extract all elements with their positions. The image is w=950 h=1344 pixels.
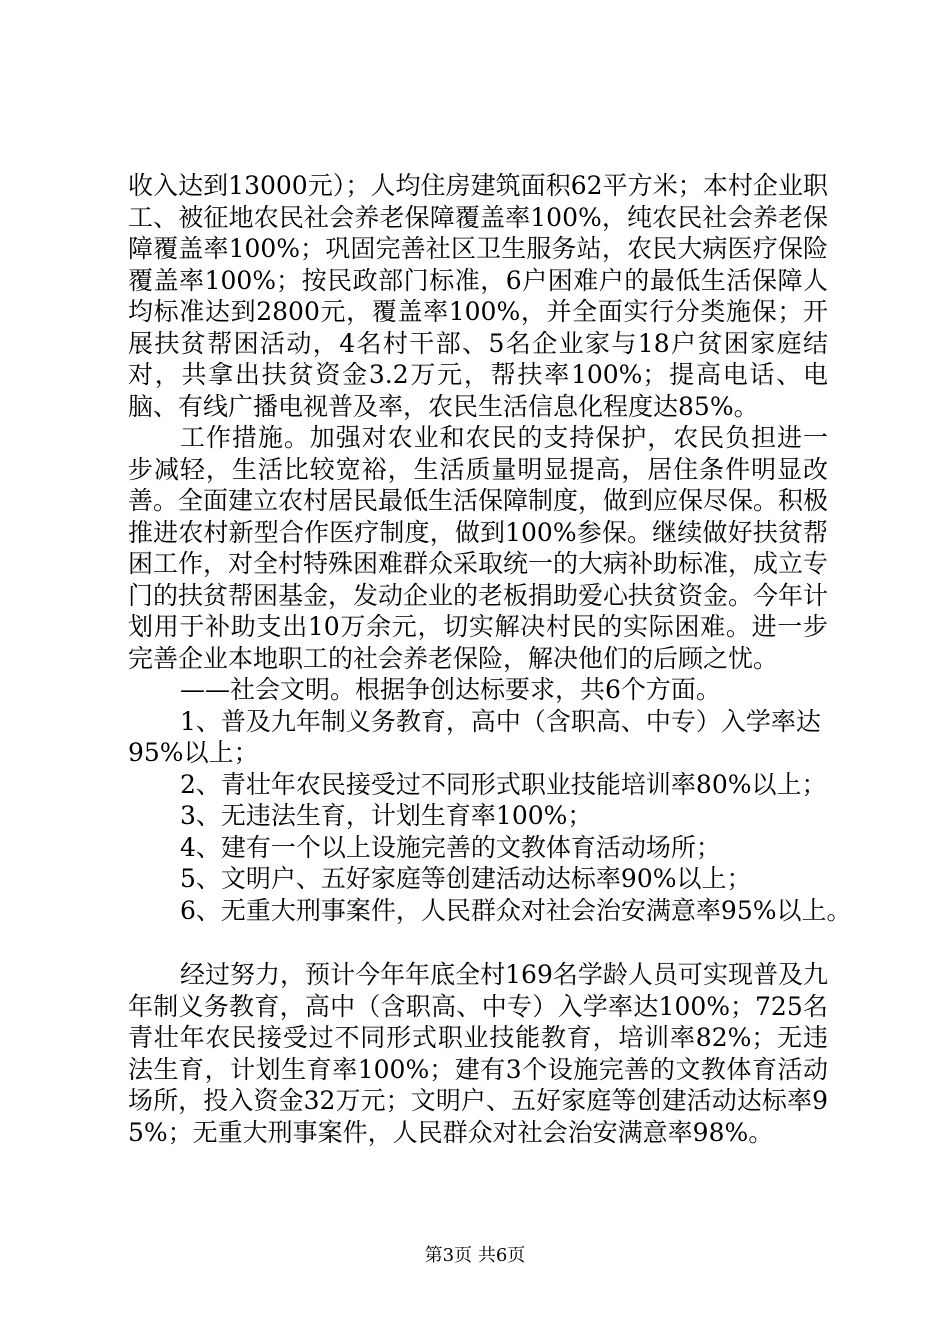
list-item-2: 2、青壮年农民接受过不同形式职业技能培训率80%以上； bbox=[180, 769, 827, 799]
page-number-footer: 第3页 共6页 bbox=[424, 1245, 526, 1266]
list-item-6: 6、无重大刑事案件，人民群众对社会治安满意率95%以上。 bbox=[180, 895, 852, 925]
heading-social-civilization: ——社会文明。根据争创达标要求，共6个方面。 bbox=[180, 675, 721, 704]
paragraph-income-summary: 收入达到13000元）；人均住房建筑面积62平方米；本村企业职工、被征地农民社会养老保障覆盖率100%，纯农民社会养老保障覆盖率100%；巩固完善社区卫生服务站，农民大病医疗保险覆盖率100%；按民政部门标准，6户困难户的最低生活保障人均标准达到2800元，覆盖率100%，并全面实行分类施保；开展扶贫帮困活动，4名村干部、5名企业家与18户贫困家庭结对，共拿出扶贫资金3.2万元，帮扶率100%；提高电话、电脑、有线广播电视普及率，农民生活信息化程度达85%。 bbox=[128, 171, 828, 421]
paragraph-expected-results: 经过努力，预计今年年底全村169名学龄人员可实现普及九年制义务教育，高中（含职高、中专）入学率达100%；725名青壮年农民接受过不同形式职业技能教育，培训率82%；无违法生育，计划生育率100%；建有3个设施完善的文教体育活动场所，投入资金32万元；文明户、五好家庭等创建活动达标率95%；无重大刑事案件，人民群众对社会治安满意率98%。 bbox=[128, 960, 828, 1147]
list-item-5: 5、文明户、五好家庭等创建活动达标率90%以上； bbox=[180, 864, 752, 893]
list-item-3: 3、无违法生育，计划生育率100%； bbox=[180, 801, 593, 830]
paragraph-work-measures: 工作措施。加强对农业和农民的支持保护，农民负担进一步减轻，生活比较宽裕，生活质量明显提高，居住条件明显改善。全面建立农村居民最低生活保障制度，做到应保尽保。积极推进农村新型合作医疗制度，做到100%参保。继续做好扶贫帮困工作，对全村特殊困难群众采取统一的大病补助标准，成立专门的扶贫帮困基金，发动企业的老板捐助爱心扶贫资金。今年计划用于补助支出10万余元，切实解决村民的实际困难。进一步完善企业本地职工的社会养老保险，解决他们的后顾之忧。 bbox=[128, 423, 829, 673]
list-item-4: 4、建有一个以上设施完善的文教体育活动场所； bbox=[180, 832, 721, 862]
document-page bbox=[128, 170, 852, 1148]
list-item-1: 1、普及九年制义务教育，高中（含职高、中专）入学率达95%以上； bbox=[128, 706, 821, 767]
